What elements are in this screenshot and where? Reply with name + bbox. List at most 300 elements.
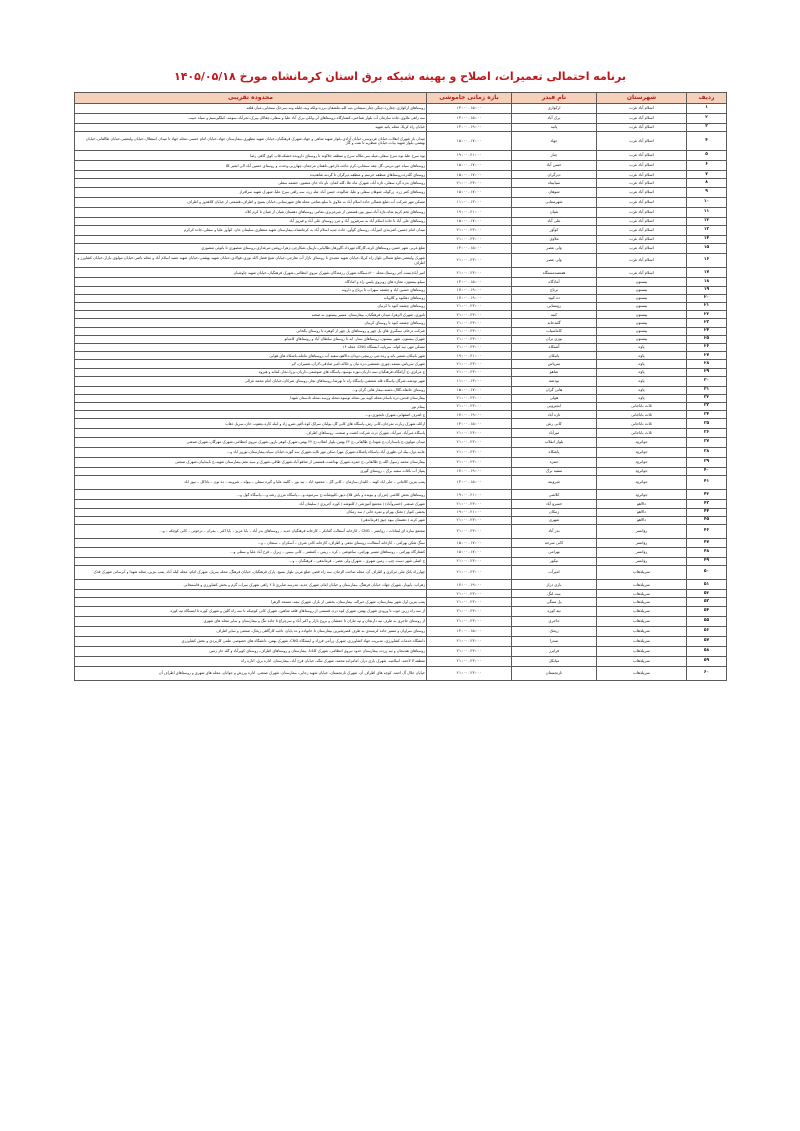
city-cell: اسلام آباد غرب <box>597 114 687 124</box>
feeder-cell: امیرآب <box>512 565 597 580</box>
table-row <box>75 475 727 490</box>
outage-time-cell: ۱۵:۰۰-۱۷:۰۰ <box>427 539 512 547</box>
outage-time-cell: ۲۱:۰۰-۲۳:۰۰ <box>427 457 512 467</box>
city-cell: اسلام آباد غرب <box>597 132 687 151</box>
area-cell: خیابان جلال آل احمد، کوچه های اطراف آن، شهرک نارنجستان، خیابان شهید رجایی، بیمارستان، شهرک صنعتی، اداره ورزش و جوانان، محله های شهری و روستاهای اطراف آن <box>75 666 427 681</box>
area-cell: روستای سراوان و مسیر جاده کرمبندی به طرف قصرشیرین بیمارستان تا خانواده و ده پایان، ناحیه کارگاهی ریحک، صنعتی و سایر اطراف <box>75 626 427 636</box>
table-row <box>75 278 727 286</box>
header-feeder: نام فیدر <box>512 93 597 104</box>
outage-time-cell: ۱۹:۰۰-۲۱:۰۰ <box>427 151 512 161</box>
outage-time-cell: ۱۷:۰۰-۱۹:۰۰ <box>427 411 512 419</box>
table-row <box>75 343 727 351</box>
outage-time-cell: ۲۱:۰۰-۲۳:۰۰ <box>427 343 512 351</box>
table-row <box>75 368 727 376</box>
city-cell: ثلاث باباجانی <box>597 419 687 429</box>
outage-time-cell: ۱۹:۰۰-۲۱:۰۰ <box>427 508 512 516</box>
area-cell: شهرک بیستون، شهر بیستون، روستاهای سنار، ابد تا روستای سلطان آباد و روستاهای کامیانو <box>75 335 427 343</box>
feeder-cell: نوزی بران <box>512 335 597 343</box>
area-cell: روستاهای بخش کلاشی (مزران و بیونده و باش قلا)–دیوز–کلیوشانه–ج سرمیوه–و...–پاسگاه مرزی رشه و...–پاسگاه گول و... <box>75 490 427 500</box>
feeder-cell: تپه کوره <box>512 606 597 616</box>
row-number: ۲۸ <box>687 360 727 368</box>
city-cell: اسلام آباد غرب <box>597 161 687 171</box>
city-cell: جوانرود <box>597 457 687 467</box>
row-number: ۵۴ <box>687 606 727 616</box>
row-number: ۵۸ <box>687 646 727 656</box>
outage-time-cell: ۲۱:۰۰-۲۳:۰۰ <box>427 327 512 335</box>
feeder-cell: پل سنگی <box>512 598 597 606</box>
feeder-cell: روستایی <box>512 303 597 311</box>
row-number: ۱ <box>687 104 727 114</box>
city-cell: سرپلذهاب <box>597 666 687 681</box>
table-row <box>75 606 727 616</box>
area-cell: شهرک صنعتی (خسروآباد) / مجتمع آموزشی / کلنوشه / کوره آجرپزی / سلیمان آباد <box>75 500 427 508</box>
city-cell: پاوه <box>597 352 687 360</box>
outage-time-cell: ۲۱:۰۰-۲۳:۰۰ <box>427 590 512 598</box>
table-row <box>75 646 727 656</box>
table-row <box>75 467 727 475</box>
outage-time-cell: ۲۱:۰۰-۲۳:۰۰ <box>427 225 512 235</box>
outage-time-cell: ۲۱:۰۰-۲۳:۰۰ <box>427 303 512 311</box>
feeder-cell: نیکور <box>512 557 597 565</box>
city-cell: سرپلذهاب <box>597 626 687 636</box>
city-cell: جوانرود <box>597 447 687 457</box>
outage-time-cell: ۲۱:۰۰-۲۳:۰۰ <box>427 565 512 580</box>
area-cell: ارکله–شهرک زیارت تمرخان–کانی رش–پاسگاه های کانی گل–بولبان سرلک کوه–آقیز–ضرو زاد و کیله کاره–یعقوب خان–سرپل ذهاب <box>75 419 427 429</box>
feeder-cell: کنیه <box>512 311 597 319</box>
area-cell: مجتمع سازه ای لیمانات – روانسر – CNG – کارخانه آسفالت گمانکر – کارخانه فرهنگیان جدید – روستاهای بدر آباد – بابا عزیز – بابا اکبر – بمران – ترخونی – کانی کوچکه – و... <box>75 524 427 539</box>
feeder-cell: برناج <box>512 286 597 294</box>
table-body <box>75 104 727 681</box>
area-cell: روستاهای کمر زرد، زرگوله، شوهان سفلی و علیا، شالوده، حسن آباد، مله زرد، سه راهی سرخ علیا، شهرک شهید سرافراز <box>75 187 427 197</box>
outage-time-cell: ۲۱:۰۰-۲۳:۰۰ <box>427 500 512 508</box>
city-cell: اسلام آباد غرب <box>597 179 687 187</box>
outage-time-cell: ۲۱:۰۰-۲۳:۰۰ <box>427 429 512 437</box>
row-number: ۳۶ <box>687 429 727 437</box>
outage-time-cell: ۲۱:۰۰-۲۳:۰۰ <box>427 360 512 368</box>
table-header-row <box>75 93 727 104</box>
feeder-cell: شاهو <box>512 368 597 376</box>
row-number: ۲۳ <box>687 319 727 327</box>
row-number: ۲۰ <box>687 294 727 302</box>
feeder-cell: صدرا <box>512 636 597 646</box>
row-number: ۱۶ <box>687 253 727 268</box>
table-row <box>75 437 727 447</box>
outage-time-cell: ۱۳:۰۰-۱۵:۰۰ <box>427 114 512 124</box>
city-cell: سرپلذهاب <box>597 646 687 656</box>
city-cell: روانسر <box>597 524 687 539</box>
row-number: ۲۱ <box>687 303 727 311</box>
feeder-cell: سفید برگ <box>512 467 597 475</box>
feeder-cell: گلبدخانه <box>512 319 597 327</box>
row-number: ۴۷ <box>687 539 727 547</box>
feeder-cell: تازه آباد <box>512 411 597 419</box>
table-row <box>75 161 727 171</box>
area-cell: بخشی کنوار / تختک بهرام و ثمره خانی / سد زمکان <box>75 508 427 516</box>
feeder-cell: حسن آباد <box>512 161 597 171</box>
row-number: ۲۹ <box>687 368 727 376</box>
feeder-cell: کلاشی <box>512 490 597 500</box>
feeder-cell: هفتصدمستگاه <box>512 268 597 278</box>
area-cell: شهر کرند / دهستان بیوه جیق (فرماندهی) <box>75 516 427 524</box>
row-number: ۲۶ <box>687 343 727 351</box>
table-row <box>75 516 727 524</box>
table-row <box>75 171 727 179</box>
row-number: ۳۷ <box>687 437 727 447</box>
city-cell: روانسر <box>597 539 687 547</box>
city-cell: بیستون <box>597 303 687 311</box>
area-cell: سیلو بیستون، مغازه های روبروی پلیس راه و امادگاه <box>75 278 427 286</box>
city-cell: بیستون <box>597 327 687 335</box>
area-cell: شهر بانیکان–شمیر بانه و رده–تنی زرنیچی–دودان–دالاهو–سفید آب–روستاهای مامله–باشکاه های هوایی <box>75 352 427 360</box>
feeder-cell: بلوار انقلاب <box>512 437 597 447</box>
feeder-cell: هولی <box>512 394 597 402</box>
row-number: ۳۰ <box>687 376 727 386</box>
table-row <box>75 636 727 646</box>
feeder-cell: شهری <box>512 516 597 524</box>
outage-time-cell: ۱۳:۰۰-۱۵:۰۰ <box>427 419 512 429</box>
area-cell: پاسگاه میرآباد، میرآباد، شهرک دره، شرکت کشت و صنعت، روستاهای اطراف <box>75 429 427 437</box>
header-outage-time: بازه زمانی خاموشی <box>427 93 512 104</box>
city-cell: اسلام آباد غرب <box>597 104 687 114</box>
area-cell: روستاهای چشمه کبود تا روستای کرنیان <box>75 319 427 327</box>
outage-time-cell: ۱۵:۰۰-۱۷:۰۰ <box>427 386 512 394</box>
outage-schedule-table <box>74 92 727 681</box>
feeder-cell: بازی دراز <box>512 580 597 590</box>
row-number: ۶۰ <box>687 666 727 681</box>
row-number: ۵۳ <box>687 598 727 606</box>
outage-time-cell: ۱۵:۰۰-۱۷:۰۰ <box>427 187 512 197</box>
city-cell: جوانرود <box>597 475 687 490</box>
outage-time-cell: ۲۱:۰۰-۲۳:۰۰ <box>427 666 512 681</box>
feeder-cell: بیت لنگ <box>512 590 597 598</box>
outage-time-cell: ۲۱:۰۰-۲۳:۰۰ <box>427 437 512 447</box>
feeder-cell: شهرستانی <box>512 197 597 207</box>
table-row <box>75 124 727 132</box>
outage-time-cell: ۲۱:۰۰-۲۳:۰۰ <box>427 656 512 666</box>
city-cell: سرپلذهاب <box>597 616 687 626</box>
area-cell: روستاهای ارکوازی–چغازرد–چنگر–چنار–سیمانی–تپه کله–ملشقان–برزه–ولکه ونه–جلیله ونه–سرحک سنجابی–میان قلعه <box>75 104 427 114</box>
outage-time-cell: ۱۹:۰۰-۲۱:۰۰ <box>427 352 512 360</box>
row-number: ۴۴ <box>687 508 727 516</box>
area-cell: روستای گلدره–روستاهای منطقه حرسم و منطقه دیزگران تا گردنه شاهدیده <box>75 171 427 179</box>
area-cell: بیمارستان محمد رسول الله–ج طالقانی–ج حمزه–شهرک بهداشت–قسمتی از شاهو آباد–شهرک طاقی–شهرک و سید نجم–بیمارستان شهید–ج نابیناییان–شهرک صنعتی <box>75 457 427 467</box>
header-area: محدوده تقریبی <box>75 93 427 104</box>
table-row <box>75 303 727 311</box>
row-number: ۳۹ <box>687 457 727 467</box>
area-cell: روستاهای هندیجان و تپه زرده، بیمارستان حدود نیروی انتظامی، شهرک کانادا، بیمارستان و روستاهای اطراف، روستای کوپرآباد و گله جار زمین <box>75 646 427 656</box>
row-number: ۴۸ <box>687 547 727 557</box>
area-cell: پمپ بنزین اول شهر بیمارستان، شهرک خیراله، بیمارستان، بخشی از بازار، شهرک بیمه، مسجد الزهرا <box>75 598 427 606</box>
feeder-cell: بانبکان <box>512 352 597 360</box>
row-number: ۵۱ <box>687 580 727 590</box>
feeder-cell: آشتکاه <box>512 343 597 351</box>
area-cell: امیر آباد(بست آخر روستا)–محله ۷۰۰دستگاه–شهرک رزمندگان–شهرک نیروی انتظامی–شهرک فرهنگیان–خیابان شهید چاوشیان <box>75 268 427 278</box>
row-number: ۳۵ <box>687 419 727 429</box>
city-cell: اسلام آباد غرب <box>597 187 687 197</box>
row-number: ۳۱ <box>687 386 727 394</box>
feeder-cell: انجیروبی <box>512 403 597 411</box>
table-row <box>75 626 727 636</box>
row-number: ۵۹ <box>687 656 727 666</box>
outage-time-cell: ۲۱:۰۰-۲۳:۰۰ <box>427 403 512 411</box>
city-cell: پاوه <box>597 376 687 386</box>
table-row <box>75 616 727 626</box>
feeder-cell: ریحک <box>512 626 597 636</box>
row-number: ۶ <box>687 161 727 171</box>
outage-time-cell: ۲۱:۰۰-۲۳:۰۰ <box>427 235 512 243</box>
city-cell: پاوه <box>597 386 687 394</box>
feeder-cell: شوهان <box>512 187 597 197</box>
table-row <box>75 225 727 235</box>
area-cell <box>75 590 427 598</box>
outage-time-cell: ۲۱:۰۰-۲۳:۰۰ <box>427 368 512 376</box>
row-number: ۲ <box>687 114 727 124</box>
row-number: ۳۸ <box>687 447 727 457</box>
row-number: ۸ <box>687 179 727 187</box>
table-row <box>75 447 727 457</box>
table-row <box>75 524 727 539</box>
city-cell: پاوه <box>597 394 687 402</box>
feeder-cell: کوآور <box>512 225 597 235</box>
feeder-cell: بهرامی <box>512 547 597 557</box>
area-cell: نانوری، شهرک الزهرا، میدان فرهنگیان، بیمارستان، مسیر بیستون به صحنه <box>75 311 427 319</box>
outage-time-cell: ۱۷:۰۰-۱۹:۰۰ <box>427 580 512 590</box>
area-cell: ضلع غربی شهر حسن–روستاهای کرند–گارگاه مهرداد–گاورهار–طالیابی–نارینک–شکارچی–زهرا–روشن–مرغداری–روستای منصوری تا بانوئی منصوری <box>75 243 427 253</box>
city-cell: اسلام آباد غرب <box>597 171 687 179</box>
city-cell: اسلام آباد غرب <box>597 243 687 253</box>
feeder-cell: کانی سرخه <box>512 539 597 547</box>
row-number: ۳۳ <box>687 403 727 411</box>
feeder-cell: پاتید <box>512 124 597 132</box>
row-number: ۱۵ <box>687 243 727 253</box>
table-row <box>75 457 727 467</box>
table-row <box>75 319 727 327</box>
outage-time-cell: ۱۳:۰۰-۱۵:۰۰ <box>427 626 512 636</box>
row-number: ۴۵ <box>687 516 727 524</box>
feeder-cell: هانی گران <box>512 386 597 394</box>
table-row <box>75 590 727 598</box>
feeder-cell: خسرو آباد <box>512 500 597 508</box>
area-cell: میدان امام حسین–کمربندی امیرآباد، روستای گوآور، جاده جدید اسلام آباد به کرمانشاه–بیمارستان شهید منتظری–سلیمان خان، کوآور علیا و سفلی–جاده کرکرم <box>75 225 427 235</box>
outage-time-cell: ۲۱:۰۰-۲۳:۰۰ <box>427 646 512 656</box>
table-row <box>75 500 727 508</box>
row-number: ۱۱ <box>687 207 727 217</box>
area-cell: روستاهای تخم کریم شاه–تازه آباد–سور بور–قسمتی از میرعزیزی–تمامی روستاهای دهستان شیان از شیان تا کرم کلاه <box>75 207 427 217</box>
area-cell: روستاهای چشمه کبود تا کرنیان <box>75 303 427 311</box>
area-cell: روستاهای علی آباد تا جاده اسلام آباد به سرفیروز آباد و مرز روستای علی آباد و فیروز آباد <box>75 217 427 225</box>
area-cell: شهرک سرپاس–نسمه–چوری–شمشیر–دره نیان و جلاله–امیر صادقی–لاران–شمیران، لاو <box>75 360 427 368</box>
table-row <box>75 394 727 402</box>
table-row <box>75 114 727 124</box>
city-cell: ثلاث باباجانی <box>597 403 687 411</box>
outage-time-cell: ۱۹:۰۰-۲۱:۰۰ <box>427 490 512 500</box>
outage-time-cell: ۱۹:۰۰-۲۱:۰۰ <box>427 207 512 217</box>
outage-time-cell: ۲۱:۰۰-۲۳:۰۰ <box>427 311 512 319</box>
outage-time-cell: ۲۱:۰۰-۲۳:۰۰ <box>427 447 512 457</box>
outage-time-cell: ۲۱:۰۰-۲۳:۰۰ <box>427 394 512 402</box>
table-row <box>75 419 727 429</box>
table-row <box>75 360 727 368</box>
row-number: ۲۲ <box>687 311 727 319</box>
row-number: ۱۸ <box>687 278 727 286</box>
row-number: ۵۶ <box>687 626 727 636</box>
table-row <box>75 335 727 343</box>
row-number: ۴۹ <box>687 557 727 565</box>
feeder-cell: ولی عصر <box>512 243 597 253</box>
outage-time-cell: ۲۱:۰۰-۲۳:۰۰ <box>427 636 512 646</box>
row-number: ۹ <box>687 187 727 197</box>
feeder-cell: ملاوی <box>512 235 597 243</box>
area-cell: عاینه دول–بیله لی–ظهری آباد–پاسکاه پاشکاه–شهرک مهرا–سکن مهر تلایه–شهرک سه گوزه–خیابان سیاه–بیمارستان–نوروز اباد و... <box>75 447 427 457</box>
area-cell: روستاهای سیاه خور–تربنی–گل چقه سنجابی–کرم جاجه–دارخور–ناهمان مرجمان–چهارزبر–وحدت و روستای حسین آباد الی انجیر کلا <box>75 161 427 171</box>
table-row <box>75 253 727 268</box>
area-cell: بیمارستان قدس–دره باسام–محله کوبه بیر–محله نوسود–محله ورسد–محله تادستان شهدا <box>75 394 427 402</box>
outage-time-cell: ۲۱:۰۰-۲۳:۰۰ <box>427 516 512 524</box>
table-row <box>75 294 727 302</box>
city-cell: سرپلذهاب <box>597 598 687 606</box>
table-row <box>75 217 727 225</box>
area-cell: روستاهای حسین اباد و چشمه سهراب تا برناج و دارونه <box>75 286 427 294</box>
area-cell: چ مرکزی–ج آرامگاه–فرهنگیان–سه داریان–نوزه نوسود–پاسگاه های شوشمی–داریان–بزرا–نجار–کمانه و هیروه <box>75 368 427 376</box>
outage-time-cell: ۲۱:۰۰-۲۳:۰۰ <box>427 335 512 343</box>
feeder-cell: فرایرز <box>512 646 597 656</box>
city-cell: دالاهو <box>597 508 687 516</box>
city-cell: اسلام آباد غرب <box>597 253 687 268</box>
outage-time-cell: ۲۱:۰۰-۲۳:۰۰ <box>427 253 512 268</box>
row-number: ۴ <box>687 132 727 151</box>
area-cell: چهارراه بانک ملی مرکزی و اطراف آن، محله صاحب الزمان، سه راه قصر، ضلع غربی بلوار بسیج، پارک فرهنگیان، خیابان فرهنگ، محله سرپل، شهرک امام، محله کیله آباد، پمپ بنزین، محله شهدا و آبرسانی شهرک فدک <box>75 565 427 580</box>
outage-time-cell: ۱۳:۰۰-۱۵:۰۰ <box>427 475 512 490</box>
feeder-cell: نودشه <box>512 376 597 386</box>
area-cell: سه راهی ملاوی–جاده سازمان آب بلوار شناختی–کشتارگاه–روستاهای لر–ولکی–برک آباد علیا و سفلی–چقاکل–پیرک–تجرآباد–سومه، کیلگیرسیم و سیاه حبیب <box>75 114 427 124</box>
area-cell: روستاهای بدره گرد سفلی، تازه آباد، شهرک ماه علا ،گله کمان، ناو داد خان منصور، جشمه سفلی <box>75 179 427 187</box>
feeder-cell: شروینه <box>512 475 597 490</box>
area-cell: پمپ بنزین کلامانی – علی اباد کهنه – کلیدار–سازمان – کانی گل – محمود اباد – تپه بور – گلینه علیا و گیره سفلی – بیوله – شروینه – ده تون – باداکل – نیوز اباد <box>75 475 427 490</box>
row-number: ۲۵ <box>687 335 727 343</box>
header-city: شهرستان <box>597 93 687 104</box>
area-cell: سنگ شکن بهرامی – کارخانه آسفالت، روستای نجفی و اطراف، کارخانه کانی شرف – آسکران – سنجان – و... <box>75 539 427 547</box>
area-cell: روستای خانقاه–گلال–دشته–بیمار هانی گران و... <box>75 386 427 394</box>
outage-time-cell: ۱۳:۰۰-۱۵:۰۰ <box>427 278 512 286</box>
outage-time-cell: ۲۱:۰۰-۲۳:۰۰ <box>427 606 512 616</box>
area-cell: پمپاژ آب بافات سفید برگ – روستای گوری <box>75 467 427 475</box>
row-number: ۱۹ <box>687 286 727 294</box>
feeder-cell: جهاد <box>512 132 597 151</box>
row-number: ۴۳ <box>687 500 727 508</box>
city-cell: سرپلذهاب <box>597 606 687 616</box>
table-row <box>75 508 727 516</box>
table-row <box>75 656 727 666</box>
city-cell: بیستون <box>597 319 687 327</box>
table-row <box>75 557 727 565</box>
outage-time-cell: ۲۱:۰۰-۲۳:۰۰ <box>427 598 512 606</box>
feeder-cell: دیزگران <box>512 171 597 179</box>
city-cell: جوانرود <box>597 490 687 500</box>
row-number: ۴۶ <box>687 524 727 539</box>
outage-time-cell: ۱۱:۰۰-۱۳:۰۰ <box>427 376 512 386</box>
area-cell: کشتارگاه بهرامی – روستاهای مسیر بهرامی، ساغوشی – کره – ریس – کمشنر – کانی ببیس – زیرک – فرخ آباد علیا و سفلی و... <box>75 547 427 557</box>
feeder-cell: آمادگاه <box>512 278 597 286</box>
feeder-cell: نارنجستان <box>512 666 597 681</box>
area-cell <box>75 235 427 243</box>
area-cell: مسکن مهر شرکت آب–ضلع شمالی جاده اسلام آباد به ملاوی تا سلو–تمامی محله های شهرستانی–خیابان بسیج و اطراف–قسمتی از خیابان کلاهدوز و اطراف <box>75 197 427 207</box>
city-cell: اسلام آباد غرب <box>597 151 687 161</box>
table-row <box>75 179 727 187</box>
area-cell: خیابان راه کربلا، محله پاتید شهید <box>75 124 427 132</box>
outage-time-cell: ۲۱:۰۰-۲۳:۰۰ <box>427 319 512 327</box>
table-row <box>75 352 727 360</box>
area-cell: از روستای جاجری به طرف تپه دارنجان و تپه ماران تا جمشان و بروح بازار و اکبر آباد و سرچراغ تا جاده تنگ و بیمارستان و سایر محله های شهری <box>75 616 427 626</box>
row-number: ۵۰ <box>687 565 727 580</box>
table-row <box>75 666 727 681</box>
table-row <box>75 539 727 547</box>
city-cell: روانسر <box>597 547 687 557</box>
city-cell: اسلام آباد غرب <box>597 124 687 132</box>
area-cell: منطقه لا لاجعه، اسلامیه، شهرک بازی دراز، امامزاده محمد، شهرک تنگه، خیابان فرخ آباد، بیمارستان، اداره برق، اداره راه <box>75 656 427 666</box>
outage-time-cell: ۱۵:۰۰-۱۷:۰۰ <box>427 132 512 151</box>
feeder-cell: ده کبود <box>512 294 597 302</box>
city-cell: اسلام آباد غرب <box>597 268 687 278</box>
table-row <box>75 235 727 243</box>
city-cell: روانسر <box>597 557 687 565</box>
row-number: ۳ <box>687 124 727 132</box>
feeder-cell: علی آباد <box>512 217 597 225</box>
table-row <box>75 598 727 606</box>
table-row <box>75 311 727 319</box>
city-cell: سرپلذهاب <box>597 565 687 580</box>
area-cell: از سه راه زرین حوب تا ورودی شهرک بهمن، شهرک کوه دره، قسمتی از روستاهای قلعه شاهین، شهرک کانی کوچیکه تا سه راه گلین و شهرک کوره تا ایستگاه تپه کوره <box>75 606 427 616</box>
city-cell: جوانرود <box>597 437 687 447</box>
feeder-cell: چنار <box>512 151 597 161</box>
outage-time-cell: ۱۱:۰۰-۱۳:۰۰ <box>427 197 512 207</box>
outage-time-cell: ۲۱:۰۰-۲۳:۰۰ <box>427 179 512 187</box>
feeder-cell: حمزه <box>512 457 597 467</box>
feeder-cell: پاشکاه <box>512 447 597 457</box>
table-row <box>75 411 727 419</box>
city-cell: سرپلذهاب <box>597 590 687 598</box>
city-cell: دالاهو <box>597 516 687 524</box>
table-row <box>75 207 727 217</box>
table-row <box>75 268 727 278</box>
feeder-cell: میانکل <box>512 656 597 666</box>
table-row <box>75 403 727 411</box>
feeder-cell: ولی عصر <box>512 253 597 268</box>
row-number: ۱۳ <box>687 225 727 235</box>
city-cell: اسلام آباد غرب <box>597 217 687 225</box>
table-row <box>75 429 727 437</box>
area-cell: ج اصلی شهر دست چپ – زمین شهری – شهرک ولی عصر – فرماندهی – فرهنگیان – و... <box>75 557 427 565</box>
table-row <box>75 197 727 207</box>
city-cell: پاوه <box>597 343 687 351</box>
outage-time-cell: ۱۷:۰۰-۱۹:۰۰ <box>427 286 512 294</box>
table-row <box>75 580 727 590</box>
area-cell: ج اشرف اصفهانی–شهرک تایجوزی–و... <box>75 411 427 419</box>
table-row <box>75 565 727 580</box>
area-cell: مسکن مهر، تپه کوله، سرپایه، ایستگاه CNG، محله ۱۴ <box>75 343 427 351</box>
area-cell: بیمام نور <box>75 403 427 411</box>
table-row <box>75 547 727 557</box>
row-number: ۵ <box>687 151 727 161</box>
outage-time-cell: ۲۱:۰۰-۲۳:۰۰ <box>427 557 512 565</box>
outage-time-cell: ۱۵:۰۰-۱۷:۰۰ <box>427 161 512 171</box>
outage-time-cell: ۲۱:۰۰-۲۳:۰۰ <box>427 616 512 626</box>
row-number: ۵۲ <box>687 590 727 598</box>
area-cell: شهرک ولیعصر–ضلع شمالی بلوار راه کربلا–خیابان شهید مجیدی تا روستای بازار آب نقارچی–خیابان شیخ فضل الله نوری–فولادی–خیابان شهید بهشتی–خیابان شهید عمید اسلام آباد و محله ناصر–خیابان مولوی–بازار–خیابان کشاورز و اطراف <box>75 253 427 268</box>
outage-time-cell: ۱۳:۰۰-۱۵:۰۰ <box>427 243 512 253</box>
city-cell: بیستون <box>597 311 687 319</box>
city-cell: بیستون <box>597 335 687 343</box>
feeder-cell: سرپاس <box>512 360 597 368</box>
